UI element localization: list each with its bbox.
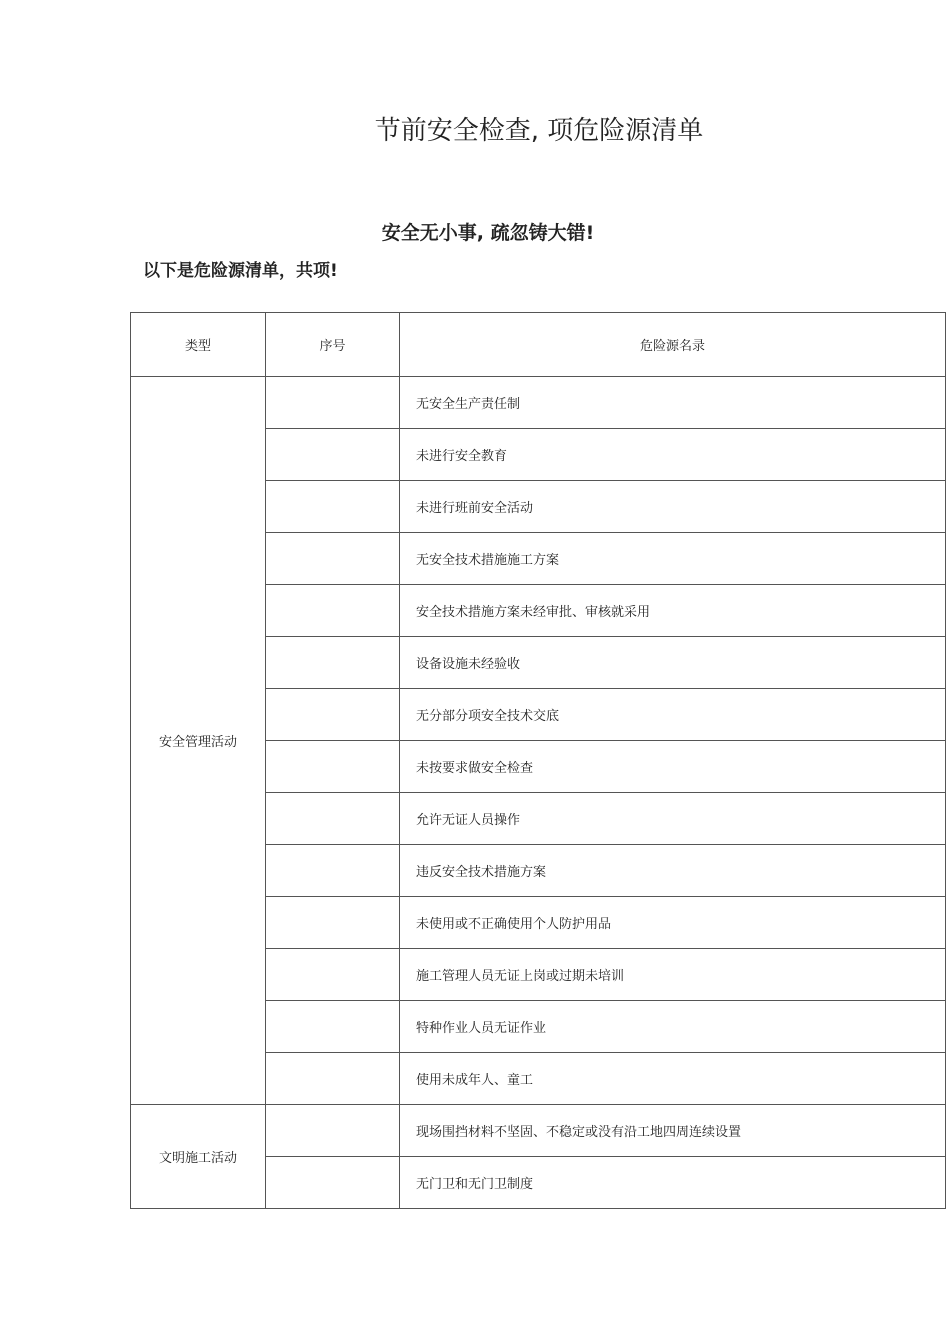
seq-cell	[266, 585, 400, 637]
hazard-name-cell: 现场围挡材料不坚固、不稳定或没有沿工地四周连续设置	[400, 1105, 946, 1157]
intro-text: 以下是危险源清单，共项!	[143, 261, 338, 281]
hazard-name-cell: 无安全技术措施施工方案	[400, 533, 946, 585]
seq-cell	[266, 1157, 400, 1209]
table-row	[131, 377, 946, 429]
seq-cell	[266, 429, 400, 481]
document-title: 节前安全检查, 项危险源清单	[374, 116, 704, 146]
hazard-name-cell: 未进行班前安全活动	[400, 481, 946, 533]
header-name: 危险源名录	[400, 313, 946, 377]
header-type: 类型	[131, 313, 266, 377]
hazard-name-cell: 无安全生产责任制	[400, 377, 946, 429]
hazard-name-cell: 违反安全技术措施方案	[400, 845, 946, 897]
seq-cell	[266, 1001, 400, 1053]
hazard-name-cell: 安全技术措施方案未经审批、审核就采用	[400, 585, 946, 637]
seq-cell	[266, 845, 400, 897]
seq-cell	[266, 689, 400, 741]
hazard-name-cell: 未进行安全教育	[400, 429, 946, 481]
seq-cell	[266, 377, 400, 429]
hazard-name-cell: 无分部分项安全技术交底	[400, 689, 946, 741]
hazard-name-cell: 施工管理人员无证上岗或过期未培训	[400, 949, 946, 1001]
table-header-row	[131, 313, 946, 377]
category-cell-safety-management: 安全管理活动	[131, 377, 266, 1105]
seq-cell	[266, 1105, 400, 1157]
category-cell-civilized-construction: 文明施工活动	[131, 1105, 266, 1209]
hazard-name-cell: 未按要求做安全检查	[400, 741, 946, 793]
hazard-name-cell: 未使用或不正确使用个人防护用品	[400, 897, 946, 949]
seq-cell	[266, 793, 400, 845]
seq-cell	[266, 1053, 400, 1105]
seq-cell	[266, 481, 400, 533]
hazard-name-cell: 允许无证人员操作	[400, 793, 946, 845]
seq-cell	[266, 533, 400, 585]
seq-cell	[266, 897, 400, 949]
seq-cell	[266, 949, 400, 1001]
hazard-table	[130, 312, 946, 1209]
hazard-name-cell: 使用未成年人、童工	[400, 1053, 946, 1105]
header-seq: 序号	[266, 313, 400, 377]
hazard-name-cell: 设备设施未经验收	[400, 637, 946, 689]
safety-slogan: 安全无小事, 疏忽铸大错!	[381, 222, 595, 244]
hazard-name-cell: 特种作业人员无证作业	[400, 1001, 946, 1053]
hazard-name-cell: 无门卫和无门卫制度	[400, 1157, 946, 1209]
table-row	[131, 1105, 946, 1157]
seq-cell	[266, 741, 400, 793]
seq-cell	[266, 637, 400, 689]
